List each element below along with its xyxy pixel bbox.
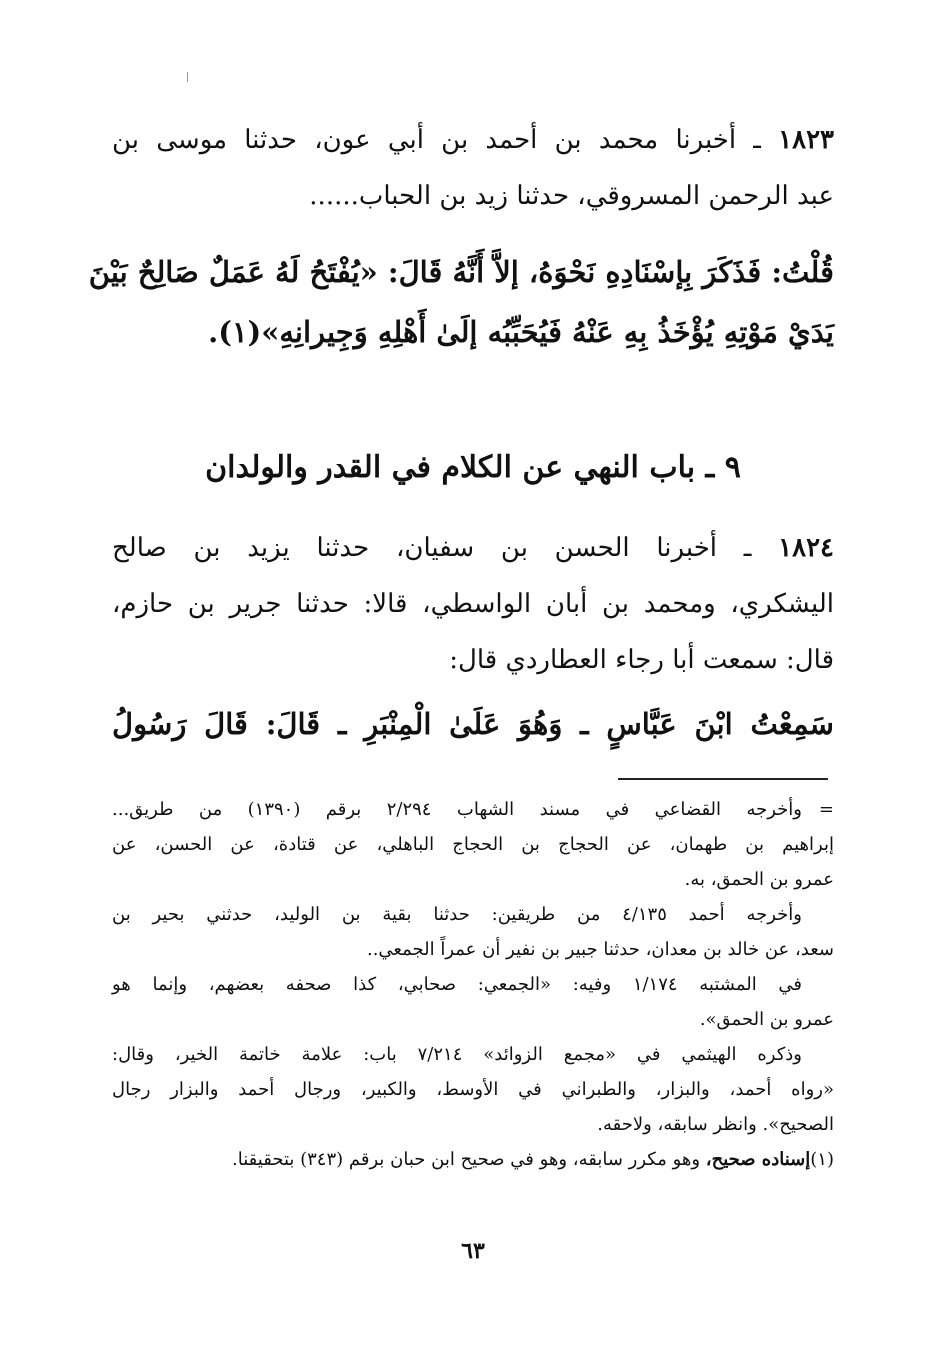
scan-speck [187, 72, 188, 82]
hadith-1824-line-1: ١٨٢٤ ـ أخبرنا الحسن بن سفيان، حدثنا يزيد بن صالح [112, 533, 835, 563]
hadith-1824-line-2: اليشكري، ومحمد بن أبان الواسطي، قالا: حدثنا جرير بن حازم، [112, 589, 834, 619]
footnote-label: (١) [810, 1149, 834, 1170]
hadith-1823 [112, 112, 834, 224]
quote-1823 [88, 242, 834, 362]
hadith-number: ١٨٢٤ [778, 533, 835, 563]
hadith-1824-line-3: قال: سمعت أبا رجاء العطاردي قال: [449, 645, 834, 675]
continuation-marker: = [818, 799, 834, 820]
footnote-line: وأخرجه أحمد ٤/١٣٥ من طريقين: حدثنا بقية بن الوليد، حدثني بحير بن [112, 904, 802, 925]
footnote-line: عمرو بن الحمق، به. [684, 869, 834, 890]
footnote-line: «رواه أحمد، والبزار، والطبراني في الأوسط، والكبير، ورجال أحمد والبزار رجال [112, 1079, 834, 1100]
footnote-1 [112, 1142, 834, 1177]
page-number: ٦٣ [461, 1238, 485, 1264]
footnote-separator [618, 778, 828, 780]
footnote-line: إبراهيم بن طهمان، عن الحجاج بن الحجاج الباهلي، عن قتادة، عن الحسن، عن [112, 834, 834, 855]
footnote-line: في المشتبه ١/١٧٤ وفيه: «الجمعي: صحابي، كذا صحفه بعضهم، وإنما هو [112, 974, 803, 995]
hadith-1824 [112, 520, 834, 688]
footnote-line: وذكره الهيثمي في «مجمع الزوائد» ٧/٢١٤ باب: علامة خاتمة الخير، وقال: [112, 1044, 802, 1065]
quote-1824 [112, 694, 834, 754]
hadith-1823-line-2: عبد الرحمن المسروقي، حدثنا زيد بن الحباب...... [309, 181, 834, 211]
quote-1824-line-1: سَمِعْتُ ابْنَ عَبَّاسٍ ـ وَهُوَ عَلَىٰ الْمِنْبَرِ ـ قَالَ: قَالَ رَسُولُ [112, 707, 834, 741]
footnote-line: الصحيح». وانظر سابقه، ولاحقه. [597, 1114, 834, 1135]
footnote-line: سعد، عن خالد بن معدان، حدثنا جبير بن نفير أن عمراً الجمعي.. [366, 939, 834, 960]
quote-1823-line-2: يَدَيْ مَوْتِهِ يُؤْخَذُ بِهِ عَنْهُ فَيُحَبِّبُه إلَىٰ أَهْلِهِ وَجِيرانِهِ»(١). [208, 315, 834, 349]
footnote-verdict: إسناده صحيح، [705, 1149, 811, 1170]
hadith-number: ١٨٢٣ [778, 125, 834, 155]
chapter-heading: ٩ ـ باب النهي عن الكلام في القدر والولدان [205, 450, 741, 485]
footnote-line: وأخرجه القضاعي في مسند الشهاب ٢/٢٩٤ برقم (١٣٩٠) من طريق... [112, 799, 802, 820]
footnote-text: وهو مكرر سابقه، وهو في صحيح ابن حبان برقم (٣٤٣) بتحقيقنا. [232, 1149, 706, 1170]
footnote-line: عمرو بن الحمق». [699, 1009, 834, 1030]
footnotes [112, 792, 834, 1177]
quote-1823-line-1: قُلْتُ: فَذَكَرَ بِإسْنَادِهِ نَحْوَهُ، إلاَّ أَنَّهُ قَالَ: «يُفْتَحُ لَهُ عَمَلٌ صَالِحٌ بَيْنَ [88, 255, 834, 289]
hadith-1823-line-1: ١٨٢٣ ـ أخبرنا محمد بن أحمد بن أبي عون، حدثنا موسى بن [112, 125, 834, 155]
